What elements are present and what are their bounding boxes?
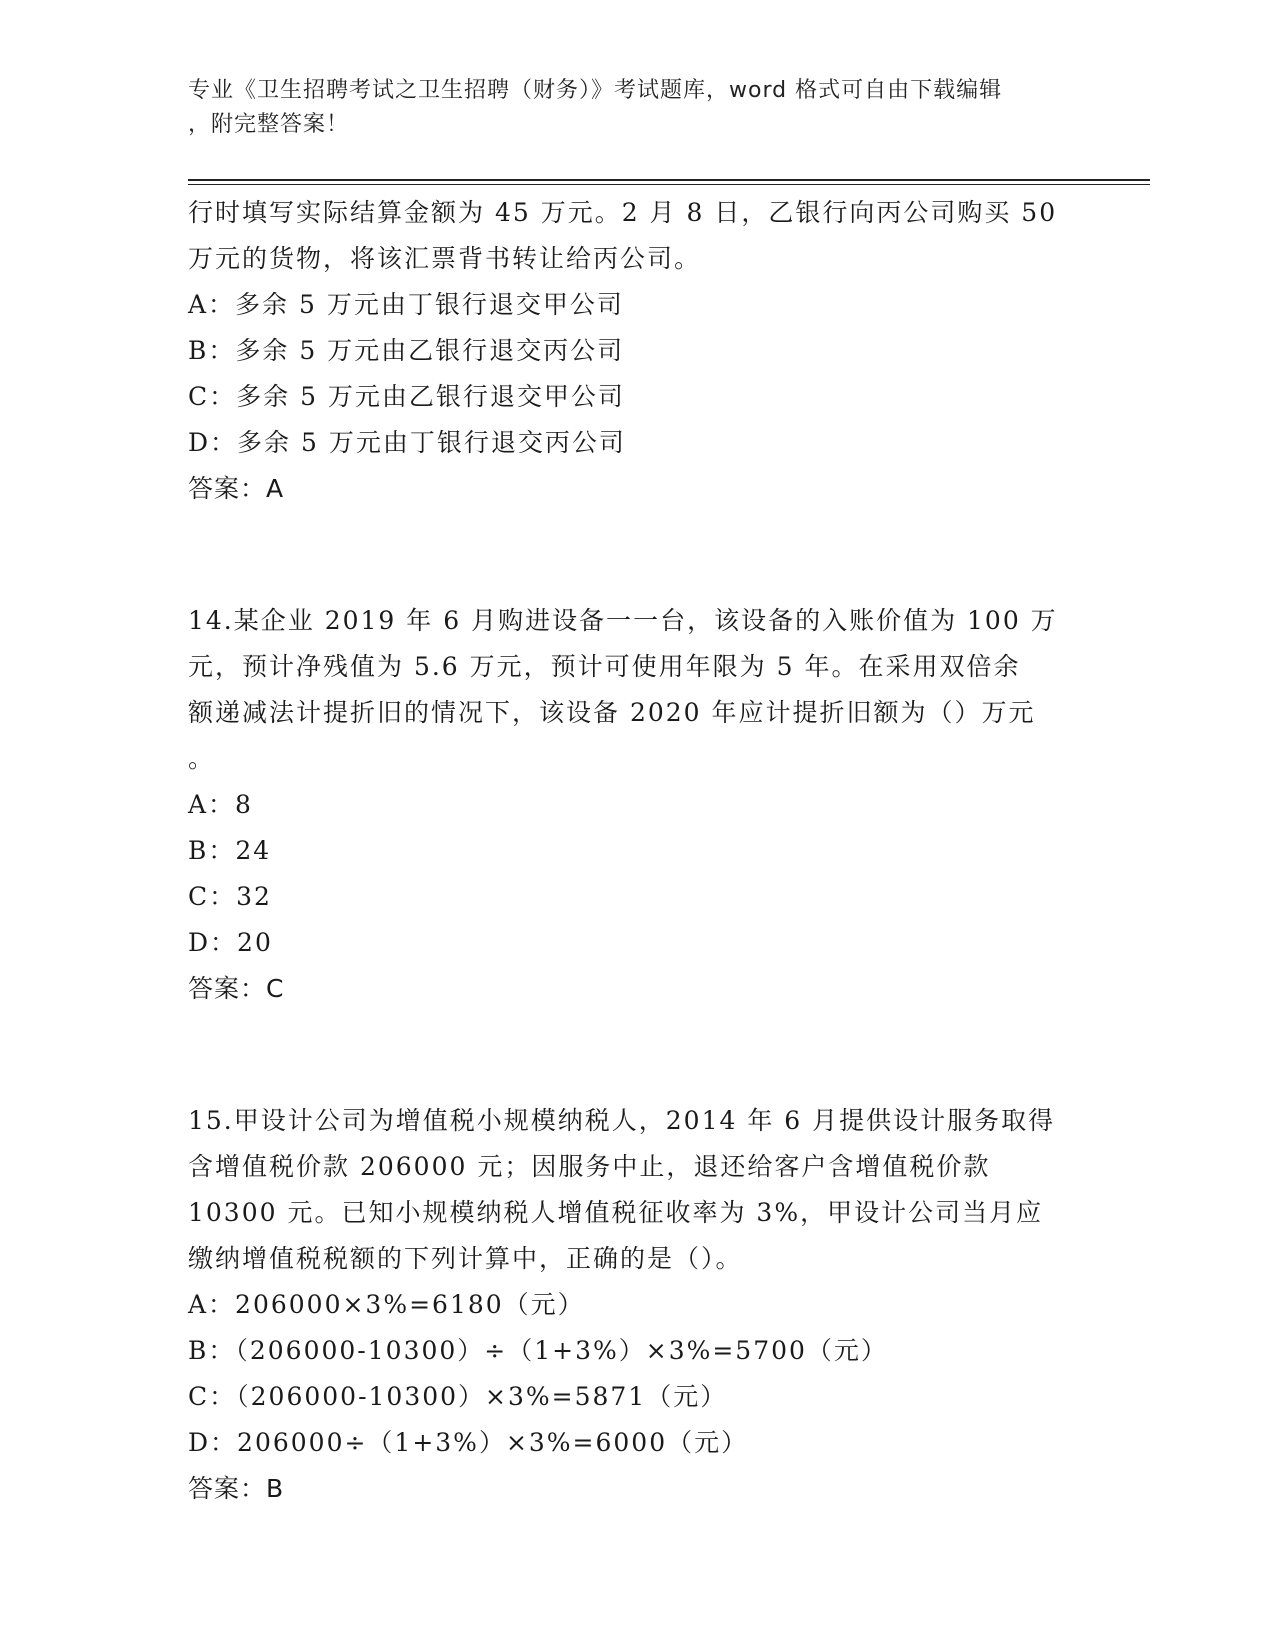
option-d: D：206000÷（1+3%）×3%=6000（元） — [188, 1428, 749, 1457]
question-14 — [188, 598, 1088, 1012]
option-a: A：多余 5 万元由丁银行退交甲公司 — [188, 290, 624, 319]
question-stem-line: 15.甲设计公司为增值税小规模纳税人，2014 年 6 月提供设计服务取得 — [188, 1106, 1056, 1135]
header-title-line: 专业《卫生招聘考试之卫生招聘（财务）》考试题库，word 格式可自由下载编辑 — [188, 78, 1003, 103]
option-c: C：32 — [188, 882, 272, 911]
option-a: A：8 — [188, 790, 253, 819]
question-list — [188, 190, 1088, 1512]
answer-line: 答案：C — [188, 974, 285, 1003]
question-15 — [188, 1098, 1088, 1512]
option-c: C：多余 5 万元由乙银行退交甲公司 — [188, 382, 625, 411]
option-c: C：（206000-10300）×3%=5871（元） — [188, 1382, 728, 1411]
answer-line: 答案：A — [188, 474, 285, 503]
question-stem-line: 行时填写实际结算金额为 45 万元。2 月 8 日，乙银行向丙公司购买 50 — [188, 198, 1058, 227]
option-d: D：多余 5 万元由丁银行退交丙公司 — [188, 428, 626, 457]
option-d: D：20 — [188, 928, 273, 957]
answer-line: 答案：B — [188, 1474, 285, 1503]
header-divider-thin — [188, 184, 1150, 185]
question-stem-line: 。 — [188, 744, 216, 773]
option-a: A：206000×3%=6180（元） — [188, 1290, 585, 1319]
header-divider-thick — [188, 179, 1150, 181]
question-stem-line: 缴纳增值税税额的下列计算中，正确的是（）。 — [188, 1244, 743, 1273]
option-b: B：（206000-10300）÷（1+3%）×3%=5700（元） — [188, 1336, 888, 1365]
document-header — [188, 74, 1088, 142]
question-stem-line: 元，预计净残值为 5.6 万元，预计可使用年限为 5 年。在采用双倍余 — [188, 652, 1021, 681]
question-stem-line: 含增值税价款 206000 元；因服务中止，退还给客户含增值税价款 — [188, 1152, 991, 1181]
question-spacer — [188, 512, 1088, 598]
question-spacer — [188, 1012, 1088, 1098]
option-b: B：多余 5 万元由乙银行退交丙公司 — [188, 336, 625, 365]
question-stem-line: 10300 元。已知小规模纳税人增值税征收率为 3%，甲设计公司当月应 — [188, 1198, 1044, 1227]
option-b: B：24 — [188, 836, 272, 865]
question-13 — [188, 190, 1088, 512]
header-title-continuation: ，附完整答案！ — [188, 112, 350, 137]
question-stem-line: 14.某企业 2019 年 6 月购进设备一一台，该设备的入账价值为 100 万 — [188, 606, 1058, 635]
question-stem-line: 万元的货物，将该汇票背书转让给丙公司。 — [188, 244, 702, 273]
question-stem-line: 额递减法计提折旧的情况下，该设备 2020 年应计提折旧额为（）万元 — [188, 698, 1036, 727]
